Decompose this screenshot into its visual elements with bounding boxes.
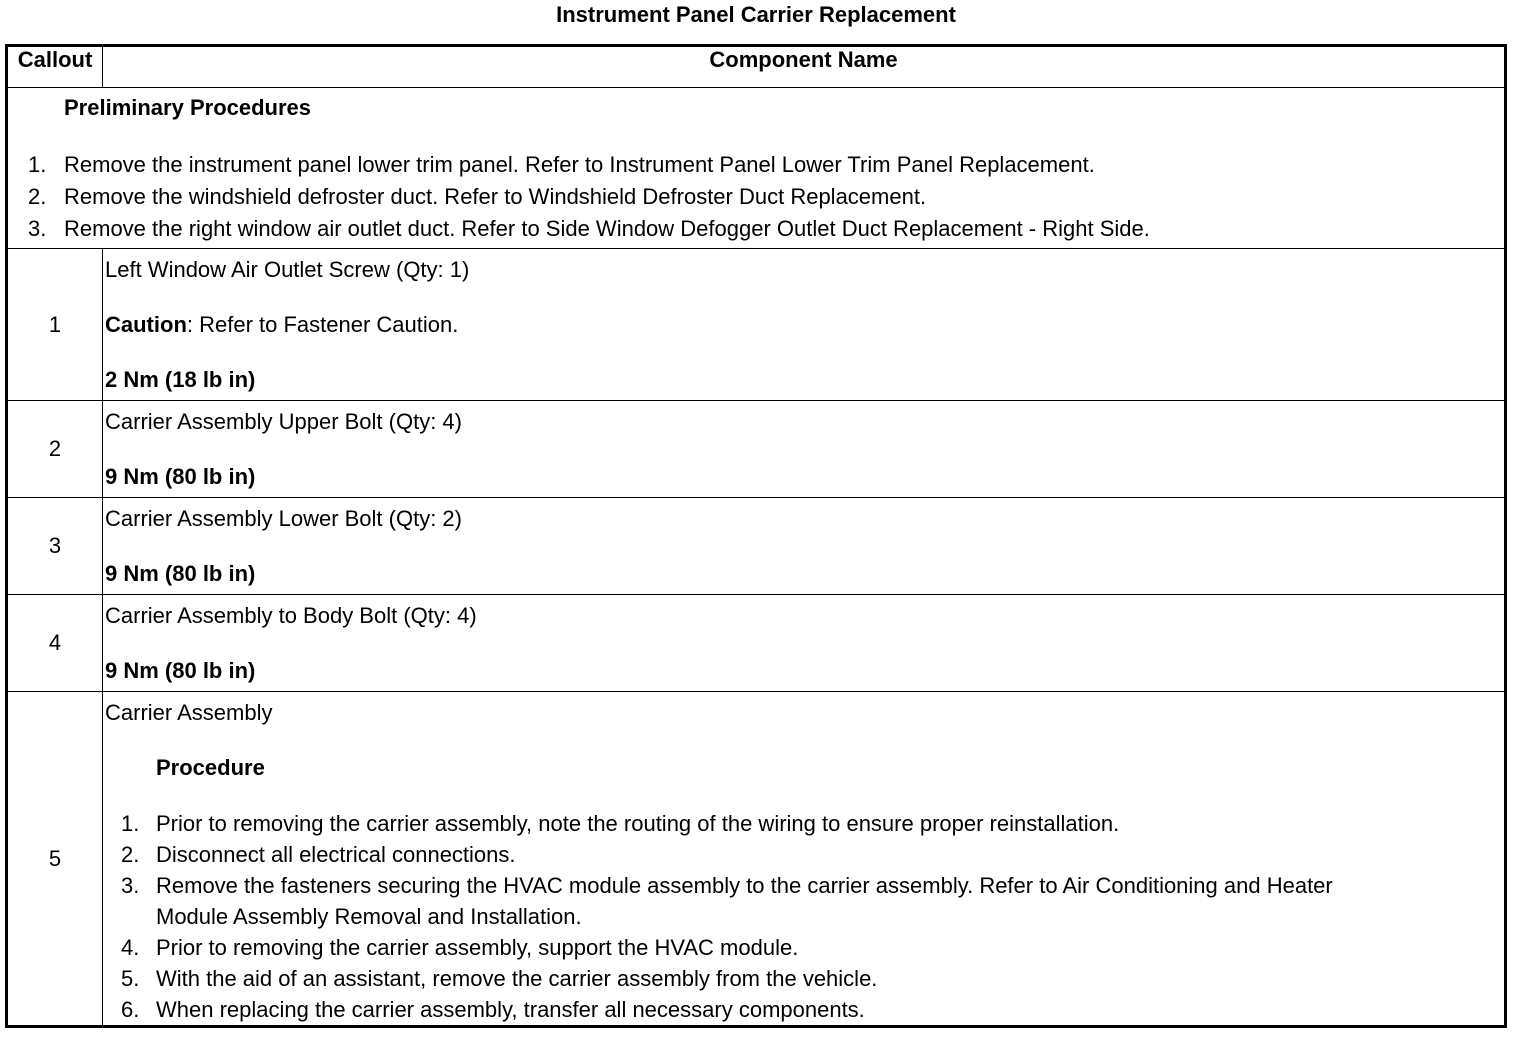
step-number: 2. [28,184,47,209]
preliminary-heading: Preliminary Procedures [64,95,312,120]
page-title: Instrument Panel Carrier Replacement [556,2,956,27]
callout-cell: 3 [7,498,103,595]
procedure-steps [105,808,1504,1025]
torque-spec: 9 Nm (80 lb in) [105,658,256,683]
component-cell [103,692,1506,1027]
step-text: Remove the instrument panel lower trim panel. Refer to Instrument Panel Lower Trim Panel Replacement. [64,152,1095,177]
step-text: Disconnect all electrical connections. [156,842,516,867]
preliminary-step [8,181,1504,213]
callout-cell: 4 [7,595,103,692]
preliminary-step [8,149,1504,181]
component-table [5,44,1507,1028]
component-cell [103,249,1506,401]
step-number: 2. [121,842,140,867]
caution-label: Caution [105,312,187,337]
table-row [7,249,1506,401]
step-text: Remove the fasteners securing the HVAC module assembly to the carrier assembly. Refer to Air Conditioning and Heater [156,873,1333,898]
step-text: When replacing the carrier assembly, transfer all necessary components. [156,997,865,1022]
callout-cell: 2 [7,401,103,498]
step-number: 3. [28,216,47,241]
procedure-step [105,870,1504,932]
caution-note [105,310,1504,340]
component-name: Carrier Assembly to Body Bolt (Qty: 4) [105,603,477,628]
table-header-row [7,46,1506,88]
component-cell [103,498,1506,595]
step-number: 1. [121,811,140,836]
step-text: Prior to removing the carrier assembly, support the HVAC module. [156,935,799,960]
component-cell [103,595,1506,692]
table-row [7,498,1506,595]
step-text: With the aid of an assistant, remove the carrier assembly from the vehicle. [156,966,878,991]
table-row [7,595,1506,692]
step-text: Remove the right window air outlet duct. Refer to Side Window Defogger Outlet Duct Replacement - Right Side. [64,216,1150,241]
caution-text: : Refer to Fastener Caution. [186,312,459,337]
procedure-step [105,839,1504,870]
procedure-step [105,808,1504,839]
step-number: 3. [121,873,140,898]
preliminary-cell [7,88,1506,249]
callout-cell: 5 [7,692,103,1027]
step-number: 1. [28,152,47,177]
preliminary-row [7,88,1506,249]
preliminary-step [8,213,1504,245]
step-text: Remove the windshield defroster duct. Refer to Windshield Defroster Duct Replacement. [64,184,927,209]
callout-cell: 1 [7,249,103,401]
component-cell [103,401,1506,498]
step-text: Prior to removing the carrier assembly, note the routing of the wiring to ensure proper reinstallation. [156,811,1120,836]
table-row [7,401,1506,498]
procedure-step [105,963,1504,994]
component-name: Carrier Assembly Upper Bolt (Qty: 4) [105,409,462,434]
callout-header: Callout [7,46,103,88]
component-name: Left Window Air Outlet Screw (Qty: 1) [105,257,470,282]
component-name: Carrier Assembly Lower Bolt (Qty: 2) [105,506,462,531]
procedure-heading: Procedure [156,755,265,780]
step-number: 4. [121,935,140,960]
torque-spec: 9 Nm (80 lb in) [105,464,256,489]
torque-spec: 9 Nm (80 lb in) [105,561,256,586]
component-name: Carrier Assembly [105,700,273,725]
step-number: 5. [121,966,140,991]
procedure-step [105,994,1504,1025]
step-text-continued: Module Assembly Removal and Installation. [156,904,582,929]
component-name-header: Component Name [103,46,1506,88]
preliminary-steps [8,149,1504,245]
step-number: 6. [121,997,140,1022]
table-row [7,692,1506,1027]
procedure-step [105,932,1504,963]
torque-spec: 2 Nm (18 lb in) [105,367,256,392]
